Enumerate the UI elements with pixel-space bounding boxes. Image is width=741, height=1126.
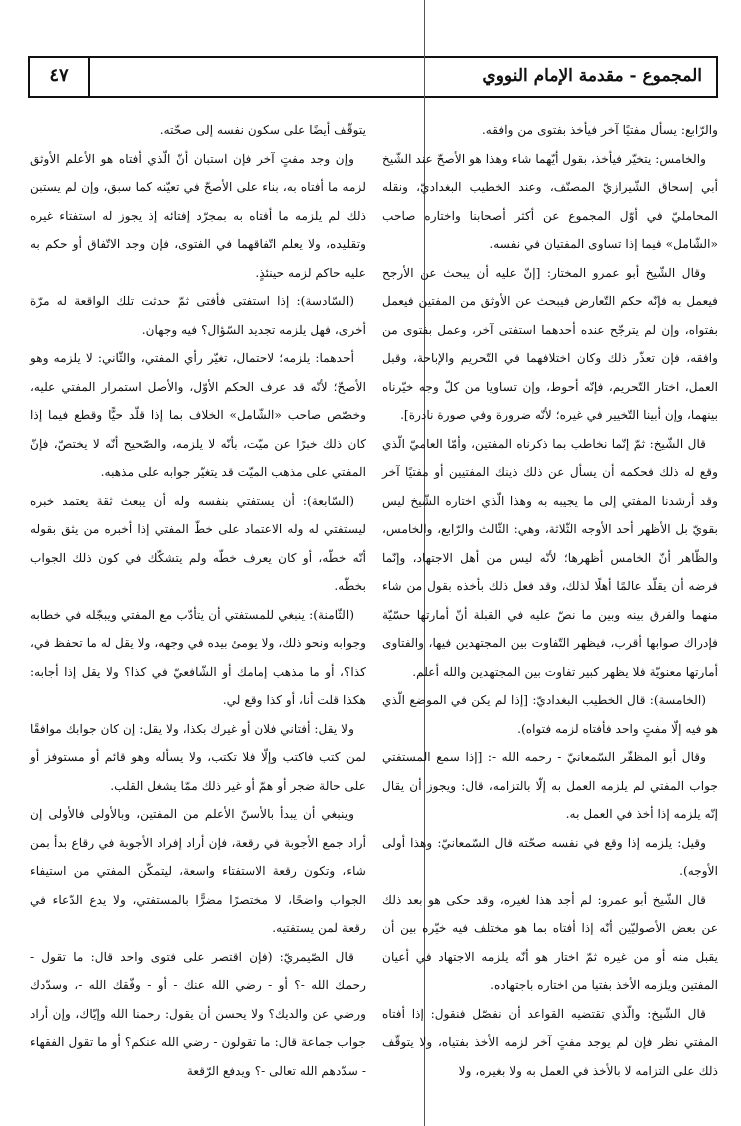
left-column (30, 116, 366, 1085)
book-title: المجموع - مقدمة الإمام النووي (482, 66, 702, 86)
paragraph: (السّابعة): أن يستفتي بنفسه وله أن يبعث ثقة يعتمد خبره ليستفتي له وله الاعتماد على خطّ المفتي إذا أخبره من يثق بقوله أنّه خطّه، أو كان يعرف خطّه ولم يتشكّك في كون ذلك الجواب بخطّه. (30, 493, 366, 593)
paragraph: (الخامسة): قال الخطيب البغداديّ: [إذا لم يكن في الموضع الّذي هو فيه إلّا مفتٍ واحد فأفتاه لزمه فتواه). (382, 693, 718, 736)
paragraph: وقال أبو المظفّر السّمعانيّ - رحمه الله -: [إذا سمع المستفتي جواب المفتي لم يلزمه العمل به إلّا بالتزامه، قال: ويجوز أن يقال إنّه يلزمه إذا أخذ في العمل به. (382, 750, 718, 821)
paragraph: قال الشّيخ أبو عمرو: لم أجد هذا لغيره، وقد حكى هو بعد ذلك عن بعض الأصوليّين أنّه إذا أفتاه بما هو مختلف فيه خيّره بين أن يقبل منه أو من غيره ثمّ اختار هو أنّه يلزمه الاجتهاد في أعيان المفتين ويلزمه الأخذ بفتيا من اختاره باجتهاده. (382, 892, 718, 992)
paragraph: والخامس: يتخيّر فيأخذ، بقول أيّهما شاء وهذا هو الأصحّ عند الشّيخ أبي إسحاق الشّيرازيّ المصنّف، وعند الخطيب البغداديّ، ونقله المحامليّ في أوّل المجموع عن أكثر أصحابنا واختاره صاحب «الشّامل» فيما إذا تساوى المفتيان في نفسه. (382, 151, 718, 251)
page-number: ٤٧ (49, 65, 69, 86)
paragraph: قال الشّيخ: ثمّ إنّما نخاطب بما ذكرناه المفتين، وأمّا العاميّ الّذي وقع له ذلك فحكمه أن يسأل عن ذلك ذينك المفتيين أو مفتيًا آخر وقد أرشدنا المفتي إلى ما يجيبه به وهذا الّذي اختاره الشّيخ ليس بقويّ بل الأظهر أحد الأوجه الثّلاثة، وهي: الثّالث والرّابع، والخامس، والظّاهر أنّ الخامس أظهرها؛ لأنّه ليس من أهل الاجتهاد، وإنّما فرضه أن يقلّد عالمًا أهلًا لذلك، وقد فعل ذلك بأخذه بقول من شاء منهما والفرق بينه وبين ما نصّ عليه في القبلة أنّ أمارتها حسّيّة فإدراك صوابها أقرب، فيظهر التّفاوت بين المجتهدين فيها، والفتاوى أمارتها معنويّة فلا يظهر كبير تفاوت بين المجتهدين والله أعلم. (382, 436, 718, 679)
paragraph: ولا يقل: أفتاني فلان أو غيرك بكذا، ولا يقل: إن كان جوابك موافقًا لمن كتب فاكتب وإلّا فلا تكتب، ولا يسأله وهو قائم أو مستوفز أو على حالة ضجر أو همّ أو غير ذلك ممّا يشغل القلب. (30, 721, 366, 793)
page-number-box (30, 58, 90, 96)
paragraph: يتوقّف أيضًا على سكون نفسه إلى صحّته. (159, 123, 366, 137)
paragraph: وقيل: يلزمه إذا وقع في نفسه صحّته قال السّمعانيّ: وهذا أولى الأوجه). (382, 835, 718, 878)
paragraph: (الثّامنة): ينبغي للمستفتي أن يتأدّب مع المفتي ويبجّله في خطابه وجوابه ونحو ذلك، ولا يومئ بيده في وجهه، ولا يقل له ما تحفظ في، كذا؟، أو ما مذهب إمامك أو الشّافعيّ في كذا؟ ولا يقل إذا أجابه: هكذا قلت أنا، أو كذا وقع لي. (30, 607, 366, 707)
paragraph: وينبغي أن يبدأ بالأسنّ الأعلم من المفتين، وبالأولى فالأولى إن أراد جمع الأجوبة في رقعة، فإن أراد إفراد الأجوبة في رقاع بدأ بمن شاء، وتكون رقعة الاستفتاء واسعة، ليتمكّن المفتي من استيفاء الجواب واضحًا، لا مختصرًا مضرًّا بالمستفتي، ولا يدع الدّعاء في رقعة لمن يستفتيه. (30, 807, 366, 935)
running-header (28, 56, 718, 98)
paragraph: قال الشّيخ: والّذي تقتضيه القواعد أن نفصّل فنقول: إذا أفتاه المفتي نظر فإن لم يوجد مفتٍ آخر لزمه الأخذ بفتياه، ولا يتوقّف ذلك على التزامه لا بالأخذ في العمل به ولا بغيره، ولا (382, 1006, 718, 1078)
right-column (382, 116, 718, 1085)
paragraph: قال الصّيمريّ: (فإن اقتصر على فتوى واحد قال: ما تقول - رحمك الله -؟ أو - رضي الله عنك - أو - وفّقك الله -، وسدّدك ورضي عن والديك؟ ولا يحسن أن يقول: رحمنا الله وإيّاك، وإن أراد جواب جماعة قال: ما تقولون - رضي الله عنكم؟ أو ما تقول الفقهاء - سدّدهم الله تعالى -؟ ويدفع الرّقعة (30, 949, 366, 1078)
paragraph: أحدهما: يلزمه؛ لاحتمال، تغيّر رأي المفتي، والثّاني: لا يلزمه وهو الأصحّ؛ لأنّه قد عرف الحكم الأوّل، والأصل استمرار المفتي عليه، وخصّص صاحب «الشّامل» الخلاف بما إذا قلّد حيًّا وقطع فيما إذا كان ذلك خبرًا عن ميّت، بأنّه لا يلزمه، والصّحيح أنّه لا يختصّ، فإنّ المفتي على مذهب الميّت قد يتغيّر جوابه على مذهبه. (30, 351, 366, 479)
paragraph: وقال الشّيخ أبو عمرو المختار: [إنّ عليه أن يبحث عن الأرجح فيعمل به فإنّه حكم التّعارض فيبحث عن الأوثق من المفتين فيعمل بفتواه، وإن لم يترجّح عنده أحدهما استفتى آخر، وعمل بفتوى من وافقه، فإن تعذّر ذلك وكان اختلافهما في التّحريم والإباحة، وقبل العمل، اختار التّحريم، فإنّه أحوط، وإن تساويا من كلّ وجه خيّرناه بينهما، وإن أبينا التّخيير في غيره؛ لأنّه ضرورة وفي صورة نادرة]. (382, 265, 718, 422)
paragraph: (السّادسة): إذا استفتى فأفتى ثمّ حدثت تلك الواقعة له مرّة أخرى، فهل يلزمه تجديد السّؤال؟ فيه وجهان. (30, 294, 366, 337)
paragraph: والرّابع: يسأل مفتيًا آخر فيأخذ بفتوى من وافقه. (481, 123, 718, 137)
paragraph: وإن وجد مفتٍ آخر فإن استبان أنّ الّذي أفتاه هو الأعلم الأوثق لزمه ما أفتاه به، بناء على الأصحّ في تعيّنه كما سبق، وإن لم يستبن ذلك لم يلزمه ما أفتاه به بمجرّد إفتائه إذ يجوز له استفتاء غيره وتقليده، ولا يعلم اتّفاقهما في الفتوى، فإن وجد الاتّفاق أو حكم به عليه حاكم لزمه حينئذٍ. (30, 151, 366, 280)
